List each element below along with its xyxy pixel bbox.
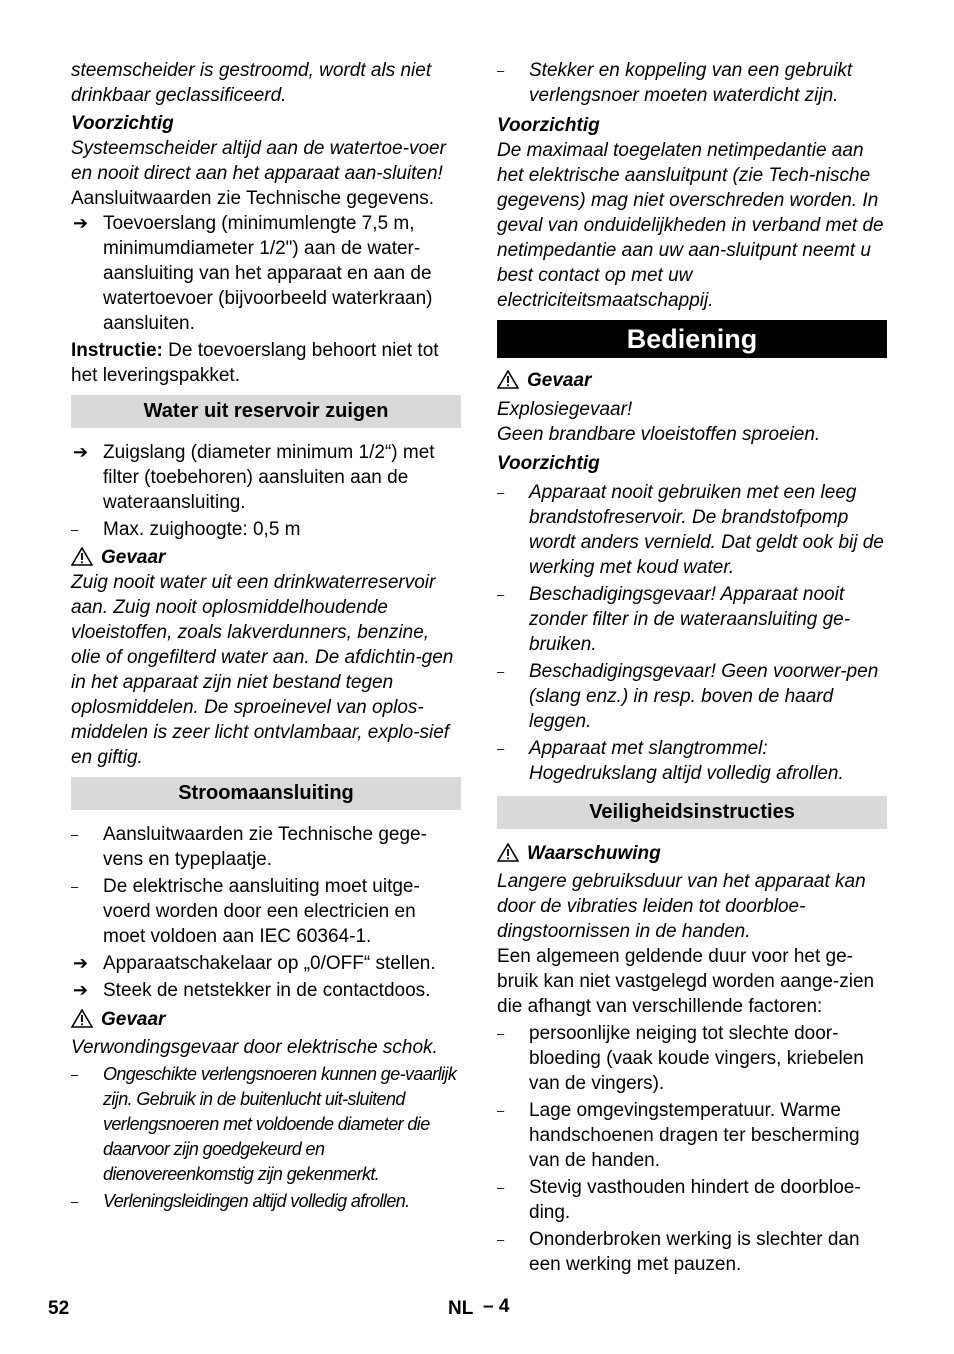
warning-text: Langere gebruiksduur van het apparaat kan door de vibraties leiden tot doorbloe-dingstoornissen in de handen. xyxy=(497,871,866,942)
warning-triangle-icon xyxy=(497,370,519,389)
list-item xyxy=(71,951,461,976)
connection-values-text: Aansluitwaarden zie Technische gegevens. xyxy=(71,188,434,209)
list-item xyxy=(497,480,887,580)
list-item xyxy=(497,582,887,657)
dash-marker: – xyxy=(71,1067,78,1082)
danger-text: Geen brandbare vloeistoffen sproeien. xyxy=(497,424,821,445)
step-text: Apparaatschakelaar op „0/OFF“ stellen. xyxy=(103,953,436,974)
danger-text: Zuig nooit water uit een drinkwaterreservoir aan. Zuig nooit oplosmiddelhoudende vloeistoffen, zoals lakverdunners, benzine, olie of ongefilterd water aan. De afdichtin-gen in het apparaat zijn niet bestand tegen oplosmiddelen. De sproeinevel van oplos-middelen is zeer licht ontvlambaar, explo-sief en giftig. xyxy=(71,572,454,768)
danger-heading: Gevaar xyxy=(71,545,461,570)
item-text: De elektrische aansluiting moet uitge-voerd worden door een electricien en moet voldoen aan IEC 60364-1. xyxy=(103,876,420,947)
instruction-text: De toevoerslang behoort niet tot het leveringspakket. xyxy=(71,340,439,386)
dash-marker: – xyxy=(497,664,505,679)
list-item xyxy=(497,1175,887,1225)
item-text: Lage omgevingstemperatuur. Warme handschoenen dragen ter bescherming van de handen. xyxy=(529,1100,860,1171)
item-text: persoonlijke neiging tot slechte door-bloeding (vaak koude vingers, kriebelen van de vingers). xyxy=(529,1023,864,1094)
sub-page-number: – 4 xyxy=(483,1296,510,1317)
instruction-label: Instructie: xyxy=(71,340,163,361)
list-item xyxy=(71,517,461,542)
warning-heading: Waarschuwing xyxy=(497,841,887,866)
item-text: Aansluitwaarden zie Technische gege-vens en typeplaatje. xyxy=(103,824,427,870)
list-item xyxy=(497,1098,887,1173)
item-text: Verleningsleidingen altijd volledig afrollen. xyxy=(103,1191,410,1211)
item-text: Hogedrukslang altijd volledig afrollen. xyxy=(529,763,844,784)
dash-marker: – xyxy=(497,1232,505,1247)
list-item xyxy=(71,978,461,1003)
chapter-heading: Bediening xyxy=(497,320,887,358)
caution-text: De maximaal toegelaten netimpedantie aan het elektrische aansluitpunt (zie Tech-nische gegevens) mag niet overschreden worden. In geval van onduidelijkheden in verband met de netimpedantie aan uw aan-sluitpunt neemt u best contact op met uw electriciteitsmaatschappij. xyxy=(497,140,884,311)
item-text: Ongeschikte verlengsnoeren kunnen ge-vaarlijk zijn. Gebruik in de buitenlucht uit-sluitend verlengsnoeren met voldoende diameter die daarvoor zijn goedgekeurd en dienovereenkomstig zijn gekenmerkt. xyxy=(103,1064,457,1184)
item-text: Apparaat nooit gebruiken met een leeg brandstofreservoir. De brandstofpomp wordt anders vernield. Dat geldt ook bij de werking met koud water. xyxy=(529,482,884,578)
list-item xyxy=(71,874,461,949)
page-number: 52 xyxy=(48,1298,70,1319)
item-text: Stekker en koppeling van een gebruikt verlengsnoer moeten waterdicht zijn. xyxy=(529,60,853,106)
dash-marker: – xyxy=(71,522,79,537)
dash-marker: – xyxy=(497,485,505,500)
danger-heading: Gevaar xyxy=(497,368,887,393)
step-text: Zuigslang (diameter minimum 1/2“) met filter (toebehoren) aansluiten aan de wateraansluiting. xyxy=(103,442,435,513)
left-column xyxy=(71,58,461,1214)
danger-text: Explosiegevaar! xyxy=(497,399,633,420)
intro-text: steemscheider is gestroomd, wordt als niet drinkbaar geclassificeerd. xyxy=(71,60,432,106)
dash-marker: – xyxy=(497,741,505,756)
item-text: Ononderbroken werking is slechter dan een werking met pauzen. xyxy=(529,1229,860,1275)
arrow-icon: ➔ xyxy=(73,953,89,973)
list-item xyxy=(71,1062,461,1187)
section-heading: Stroomaansluiting xyxy=(71,777,461,810)
dash-marker: – xyxy=(71,879,79,894)
arrow-icon: ➔ xyxy=(73,980,89,1000)
caution-label: Voorzichtig xyxy=(71,113,174,134)
caution-label: Voorzichtig xyxy=(497,115,600,136)
caution-text: Systeemscheider altijd aan de watertoe-voer en nooit direct aan het apparaat aan-sluiten! xyxy=(71,138,446,184)
list-item xyxy=(497,1021,887,1096)
item-text: Apparaat met slangtrommel: xyxy=(529,738,768,759)
list-item xyxy=(497,736,887,786)
warning-triangle-icon xyxy=(71,547,93,566)
list-item xyxy=(497,659,887,734)
dash-marker: – xyxy=(71,827,79,842)
dash-marker: – xyxy=(497,587,505,602)
item-text: Stevig vasthouden hindert de doorbloe-ding. xyxy=(529,1177,861,1223)
general-text: Een algemeen geldende duur voor het ge-bruik kan niet vastgelegd worden aange-zien die afhangt van verschillende factoren: xyxy=(497,946,875,1017)
warning-triangle-icon xyxy=(497,843,519,862)
list-item xyxy=(71,1189,461,1214)
warning-triangle-icon xyxy=(71,1009,93,1028)
arrow-icon: ➔ xyxy=(73,213,89,233)
arrow-icon: ➔ xyxy=(73,442,89,462)
dash-marker: – xyxy=(497,1103,505,1118)
dash-marker: – xyxy=(71,1194,78,1209)
instruction-note xyxy=(71,338,461,388)
dash-marker: – xyxy=(497,1180,505,1195)
item-text: Max. zuighoogte: 0,5 m xyxy=(103,519,301,540)
item-text: Beschadigingsgevaar! Geen voorwer-pen (slang enz.) in resp. boven de haard leggen. xyxy=(529,661,879,732)
danger-text: Verwondingsgevaar door elektrische schok. xyxy=(71,1037,438,1058)
section-heading: Water uit reservoir zuigen xyxy=(71,395,461,428)
section-heading: Veiligheidsinstructies xyxy=(497,796,887,829)
danger-heading: Gevaar xyxy=(71,1007,461,1032)
language-code: NL xyxy=(448,1298,474,1319)
list-item xyxy=(71,440,461,515)
dash-marker: – xyxy=(497,63,505,78)
list-item xyxy=(497,58,887,108)
list-item xyxy=(71,822,461,872)
caution-label: Voorzichtig xyxy=(497,453,600,474)
item-text: Beschadigingsgevaar! Apparaat nooit zonder filter in de wateraansluiting ge-bruiken. xyxy=(529,584,851,655)
step-text: Toevoerslang (minimumlengte 7,5 m, minimumdiameter 1/2") aan de water-aansluiting van het apparaat en aan de watertoevoer (bijvoorbeeld waterkraan) aansluiten. xyxy=(103,213,433,334)
list-item xyxy=(71,211,461,336)
dash-marker: – xyxy=(497,1026,505,1041)
list-item xyxy=(497,1227,887,1277)
right-column xyxy=(497,58,887,1277)
step-text: Steek de netstekker in de contactdoos. xyxy=(103,980,431,1001)
